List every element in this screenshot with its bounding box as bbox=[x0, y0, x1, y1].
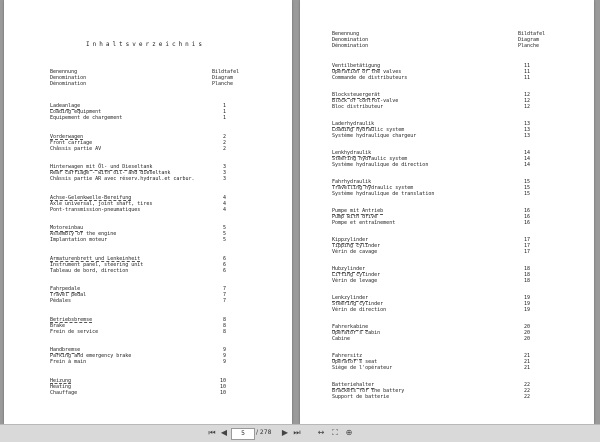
toc-entry-number: 20 bbox=[523, 330, 530, 336]
heading-underline bbox=[332, 301, 368, 302]
toc-entry-label: Batteriehalter bbox=[332, 382, 375, 388]
toc-entry-label: Tipping cylinder bbox=[332, 243, 381, 249]
toc-entry-number: 5 bbox=[222, 231, 226, 237]
toc-entry-label: Brake bbox=[50, 322, 66, 329]
header-diagram-label: Diagram bbox=[518, 37, 540, 43]
heading-underline bbox=[50, 139, 83, 140]
toc-entry-number: 1 bbox=[222, 109, 226, 115]
toc-entry-number: 21 bbox=[523, 365, 530, 371]
viewer-toolbar bbox=[0, 424, 600, 442]
zoom-in-icon[interactable]: ⊕ bbox=[345, 428, 353, 437]
heading-underline bbox=[332, 243, 368, 244]
toc-entry-number: 8 bbox=[222, 328, 226, 335]
toc-entry-label: Assembly of the engine bbox=[50, 231, 117, 237]
heading-underline bbox=[332, 185, 371, 186]
toc-entry-label: Lifting cylinder bbox=[332, 272, 381, 278]
toc-entry-number: 7 bbox=[222, 292, 226, 298]
toc-entry-number: 16 bbox=[523, 208, 530, 214]
toc-entry-number: 2 bbox=[222, 145, 226, 152]
toc-entry-label: Loading hydraulic system bbox=[332, 127, 405, 133]
heading-underline bbox=[332, 156, 371, 157]
toc-entry-number: 18 bbox=[523, 272, 530, 278]
header-label: Denomination bbox=[332, 37, 369, 43]
toc-entry-label: Châssis partie AV bbox=[50, 145, 102, 152]
toc-entry-number: 12 bbox=[523, 104, 530, 110]
toc-entry-number: 12 bbox=[523, 92, 530, 98]
toc-entry-label: Pédales bbox=[50, 298, 72, 304]
toc-entry-label: Parking and emergency brake bbox=[50, 353, 132, 359]
header-label: Benennung bbox=[50, 69, 78, 75]
page-number-input[interactable]: 5 bbox=[231, 428, 255, 440]
heading-underline bbox=[50, 322, 92, 323]
toc-entry-label: Blocksteuergerät bbox=[332, 92, 381, 98]
toc-entry-number: 15 bbox=[523, 179, 530, 185]
toc-entry-number: 1 bbox=[222, 115, 226, 121]
toc-entry-number: 15 bbox=[523, 191, 530, 197]
toc-entry-number: 6 bbox=[222, 267, 226, 274]
toc-entry-number: 9 bbox=[222, 347, 226, 353]
full-screen-icon[interactable]: ⛶ bbox=[332, 428, 338, 437]
toc-entry-label: Lenkhydraulik bbox=[332, 150, 372, 156]
toc-entry-label: Operator's seat bbox=[332, 359, 378, 365]
toc-entry-label: Axle universal, joint shaft, tires bbox=[50, 200, 153, 207]
heading-underline bbox=[332, 272, 365, 273]
toc-entry-number: 18 bbox=[523, 278, 530, 284]
toc-entry-number: 21 bbox=[523, 353, 530, 359]
toc-entry-label: Siège de l'opérateur bbox=[332, 365, 393, 371]
toc-entry-number: 3 bbox=[222, 170, 226, 176]
header-label: Benennung bbox=[332, 31, 360, 37]
toc-entry-label: Commande de distributeurs bbox=[332, 75, 408, 81]
toc-entry-label: Front carriage bbox=[50, 139, 93, 146]
toc-entry-number: 16 bbox=[523, 220, 530, 226]
toc-entry-label: Operator's cabin bbox=[332, 330, 381, 336]
toc-entry-number: 18 bbox=[523, 266, 530, 272]
toc-entry-number: 9 bbox=[222, 359, 226, 365]
heading-underline bbox=[332, 98, 380, 99]
heading-underline bbox=[50, 353, 80, 354]
toc-entry-label: Châssis partie AR avec réserv.hydraul.et carbur. bbox=[50, 176, 195, 182]
toc-entry-label: Operation of the valves bbox=[332, 69, 402, 75]
toc-entry-number: 20 bbox=[523, 324, 530, 330]
toc-entry-label: Fahrerkabine bbox=[332, 324, 369, 330]
next-page-icon[interactable]: ▶ bbox=[281, 428, 289, 437]
fit-width-icon[interactable]: ↔ bbox=[317, 428, 325, 437]
toc-entry-label: Fahrersitz bbox=[332, 353, 363, 359]
toc-entry-number: 15 bbox=[523, 185, 530, 191]
toc-entry-label: Pump with drive bbox=[332, 214, 378, 220]
toc-entry-number: 14 bbox=[523, 156, 530, 162]
toc-entry-number: 17 bbox=[523, 249, 530, 255]
header-diagram-label: Planche bbox=[518, 43, 540, 49]
toc-entry-label: Hubzylinder bbox=[332, 266, 366, 272]
heading-underline bbox=[332, 127, 374, 128]
toc-entry-label: Heizung bbox=[50, 377, 72, 384]
toc-entry-label: Kippzylinder bbox=[332, 237, 369, 243]
toc-entry-label: Fahrhydraulik bbox=[332, 179, 372, 185]
toc-entry-label: Block of control-valve bbox=[332, 98, 399, 104]
heading-underline bbox=[50, 383, 71, 384]
toc-entry-label: Vorderwagen bbox=[50, 133, 84, 140]
toc-entry-label: Loading equipment bbox=[50, 109, 102, 115]
toc-entry-label: Tableau de bord, direction bbox=[50, 267, 129, 274]
heading-underline bbox=[332, 214, 383, 215]
toc-entry-number: 4 bbox=[222, 200, 226, 207]
toc-entry-label: Fahrpedale bbox=[50, 286, 81, 292]
toc-entry-label: Laderhydraulik bbox=[332, 121, 375, 127]
toc-entry-label: Hinterwagen mit Öl- und Dieseltank bbox=[50, 164, 153, 170]
toc-entry-label: Implantation moteur bbox=[50, 237, 108, 243]
toc-entry-number: 2 bbox=[222, 139, 226, 146]
toc-entry-label: Frein à main bbox=[50, 359, 87, 365]
toc-entry-number: 2 bbox=[222, 133, 226, 140]
header-label: Dénomination bbox=[332, 43, 369, 49]
toc-entry-number: 11 bbox=[523, 63, 530, 69]
heading-underline bbox=[50, 200, 131, 201]
toc-entry-number: 10 bbox=[219, 389, 226, 396]
toc-entry-label: Travelling hydraulic system bbox=[332, 185, 414, 191]
toc-entry-number: 14 bbox=[523, 150, 530, 156]
toc-entry-label: Système hydraulique de direction bbox=[332, 162, 429, 168]
toc-entry-number: 13 bbox=[523, 121, 530, 127]
toc-entry-label: Motoreinbau bbox=[50, 225, 84, 231]
toc-entry-label: Pumpe mit Antrieb bbox=[332, 208, 384, 214]
first-page-icon[interactable]: ⏮ bbox=[208, 428, 216, 437]
toc-entry-label: Vérin de cavage bbox=[332, 249, 378, 255]
toc-entry-number: 11 bbox=[523, 75, 530, 81]
header-diagram-label: Diagram bbox=[212, 75, 234, 81]
toc-entry-label: Chauffage bbox=[50, 389, 78, 396]
toc-entry-label: Ladeanlage bbox=[50, 103, 81, 109]
toc-entry-number: 6 bbox=[222, 255, 226, 262]
toc-entry-number: 16 bbox=[523, 214, 530, 220]
heading-underline bbox=[332, 69, 380, 70]
toc-entry-number: 10 bbox=[219, 383, 226, 390]
toc-entry-number: 9 bbox=[222, 353, 226, 359]
toc-entry-label: Vérin de direction bbox=[332, 307, 387, 313]
toc-entry-number: 14 bbox=[523, 162, 530, 168]
toc-entry-number: 8 bbox=[222, 316, 226, 323]
toc-entry-number: 3 bbox=[222, 164, 226, 170]
heading-underline bbox=[50, 292, 80, 293]
header-diagram-label: Bildtafel bbox=[212, 69, 240, 75]
toc-entry-number: 5 bbox=[222, 225, 226, 231]
document-page-left bbox=[4, 0, 292, 424]
toc-entry-number: 22 bbox=[523, 382, 530, 388]
page-title: Inhaltsverzeichnis bbox=[86, 41, 206, 48]
toc-entry-number: 19 bbox=[523, 307, 530, 313]
last-page-icon[interactable]: ⏭ bbox=[293, 428, 301, 437]
heading-underline bbox=[332, 359, 362, 360]
heading-underline bbox=[332, 388, 374, 389]
toc-entry-label: Bloc distributeur bbox=[332, 104, 384, 110]
toc-entry-label: Steering cylinder bbox=[332, 301, 384, 307]
header-diagram-label: Bildtafel bbox=[518, 31, 546, 37]
toc-entry-label: Betriebsbremse bbox=[50, 316, 93, 323]
toc-entry-label: Système hydraulique de translation bbox=[332, 191, 435, 197]
header-label: Denomination bbox=[50, 75, 87, 81]
toc-entry-label: Cabine bbox=[332, 336, 351, 342]
toc-entry-label: Achse-Gelenkwelle-Bereifung bbox=[50, 194, 132, 201]
toc-entry-label: Armaturenbrett und Lenkeinheit bbox=[50, 255, 141, 262]
toc-entry-label: Equipement de chargement bbox=[50, 115, 123, 121]
toc-entry-number: 22 bbox=[523, 388, 530, 394]
toc-entry-number: 19 bbox=[523, 295, 530, 301]
toc-entry-label: Lenkzylinder bbox=[332, 295, 369, 301]
toc-entry-label: Pont-transmission-pneumatiques bbox=[50, 206, 141, 213]
page-count: / 278 bbox=[256, 429, 272, 436]
heading-underline bbox=[50, 231, 83, 232]
toc-entry-number: 7 bbox=[222, 298, 226, 304]
heading-underline bbox=[50, 109, 80, 110]
toc-entry-label: Handbremse bbox=[50, 347, 81, 353]
heading-underline bbox=[332, 330, 368, 331]
toc-entry-number: 4 bbox=[222, 194, 226, 201]
toc-entry-label: Steering hydraulic system bbox=[332, 156, 408, 162]
toc-entry-number: 17 bbox=[523, 243, 530, 249]
heading-underline bbox=[50, 261, 140, 262]
toc-entry-number: 5 bbox=[222, 237, 226, 243]
toc-entry-number: 11 bbox=[523, 69, 530, 75]
toc-entry-label: Frein de service bbox=[50, 328, 99, 335]
toc-entry-label: Ventilbetätigung bbox=[332, 63, 381, 69]
toc-entry-label: Pompe et entraînement bbox=[332, 220, 396, 226]
toc-entry-label: Brackets for the battery bbox=[332, 388, 405, 394]
toc-entry-number: 3 bbox=[222, 176, 226, 182]
toc-entry-number: 20 bbox=[523, 336, 530, 342]
document-page-right bbox=[300, 0, 594, 424]
toc-entry-number: 21 bbox=[523, 359, 530, 365]
toc-entry-number: 13 bbox=[523, 133, 530, 139]
toc-entry-label: Instrument panel, steering unit bbox=[50, 261, 144, 268]
toc-entry-number: 7 bbox=[222, 286, 226, 292]
toc-entry-number: 6 bbox=[222, 261, 226, 268]
toc-entry-number: 8 bbox=[222, 322, 226, 329]
toc-entry-label: Heating bbox=[50, 383, 72, 390]
toc-entry-number: 12 bbox=[523, 98, 530, 104]
prev-page-icon[interactable]: ◀ bbox=[220, 428, 228, 437]
toc-entry-number: 4 bbox=[222, 206, 226, 213]
header-diagram-label: Planche bbox=[212, 81, 234, 87]
toc-entry-label: Système hydraulique chargeur bbox=[332, 133, 417, 139]
toc-entry-label: Vérin de levage bbox=[332, 278, 378, 284]
heading-underline bbox=[50, 170, 152, 171]
toc-entry-number: 10 bbox=[219, 377, 226, 384]
toc-entry-number: 22 bbox=[523, 394, 530, 400]
toc-entry-label: Travel pedal bbox=[50, 292, 87, 298]
toc-entry-number: 1 bbox=[222, 103, 226, 109]
toc-entry-number: 17 bbox=[523, 237, 530, 243]
header-label: Dénomination bbox=[50, 81, 87, 87]
toc-entry-number: 13 bbox=[523, 127, 530, 133]
toc-entry-label: Support de batterie bbox=[332, 394, 390, 400]
toc-entry-label: Rear carriage - with oil- and dieseltank bbox=[50, 170, 171, 176]
toc-entry-number: 19 bbox=[523, 301, 530, 307]
